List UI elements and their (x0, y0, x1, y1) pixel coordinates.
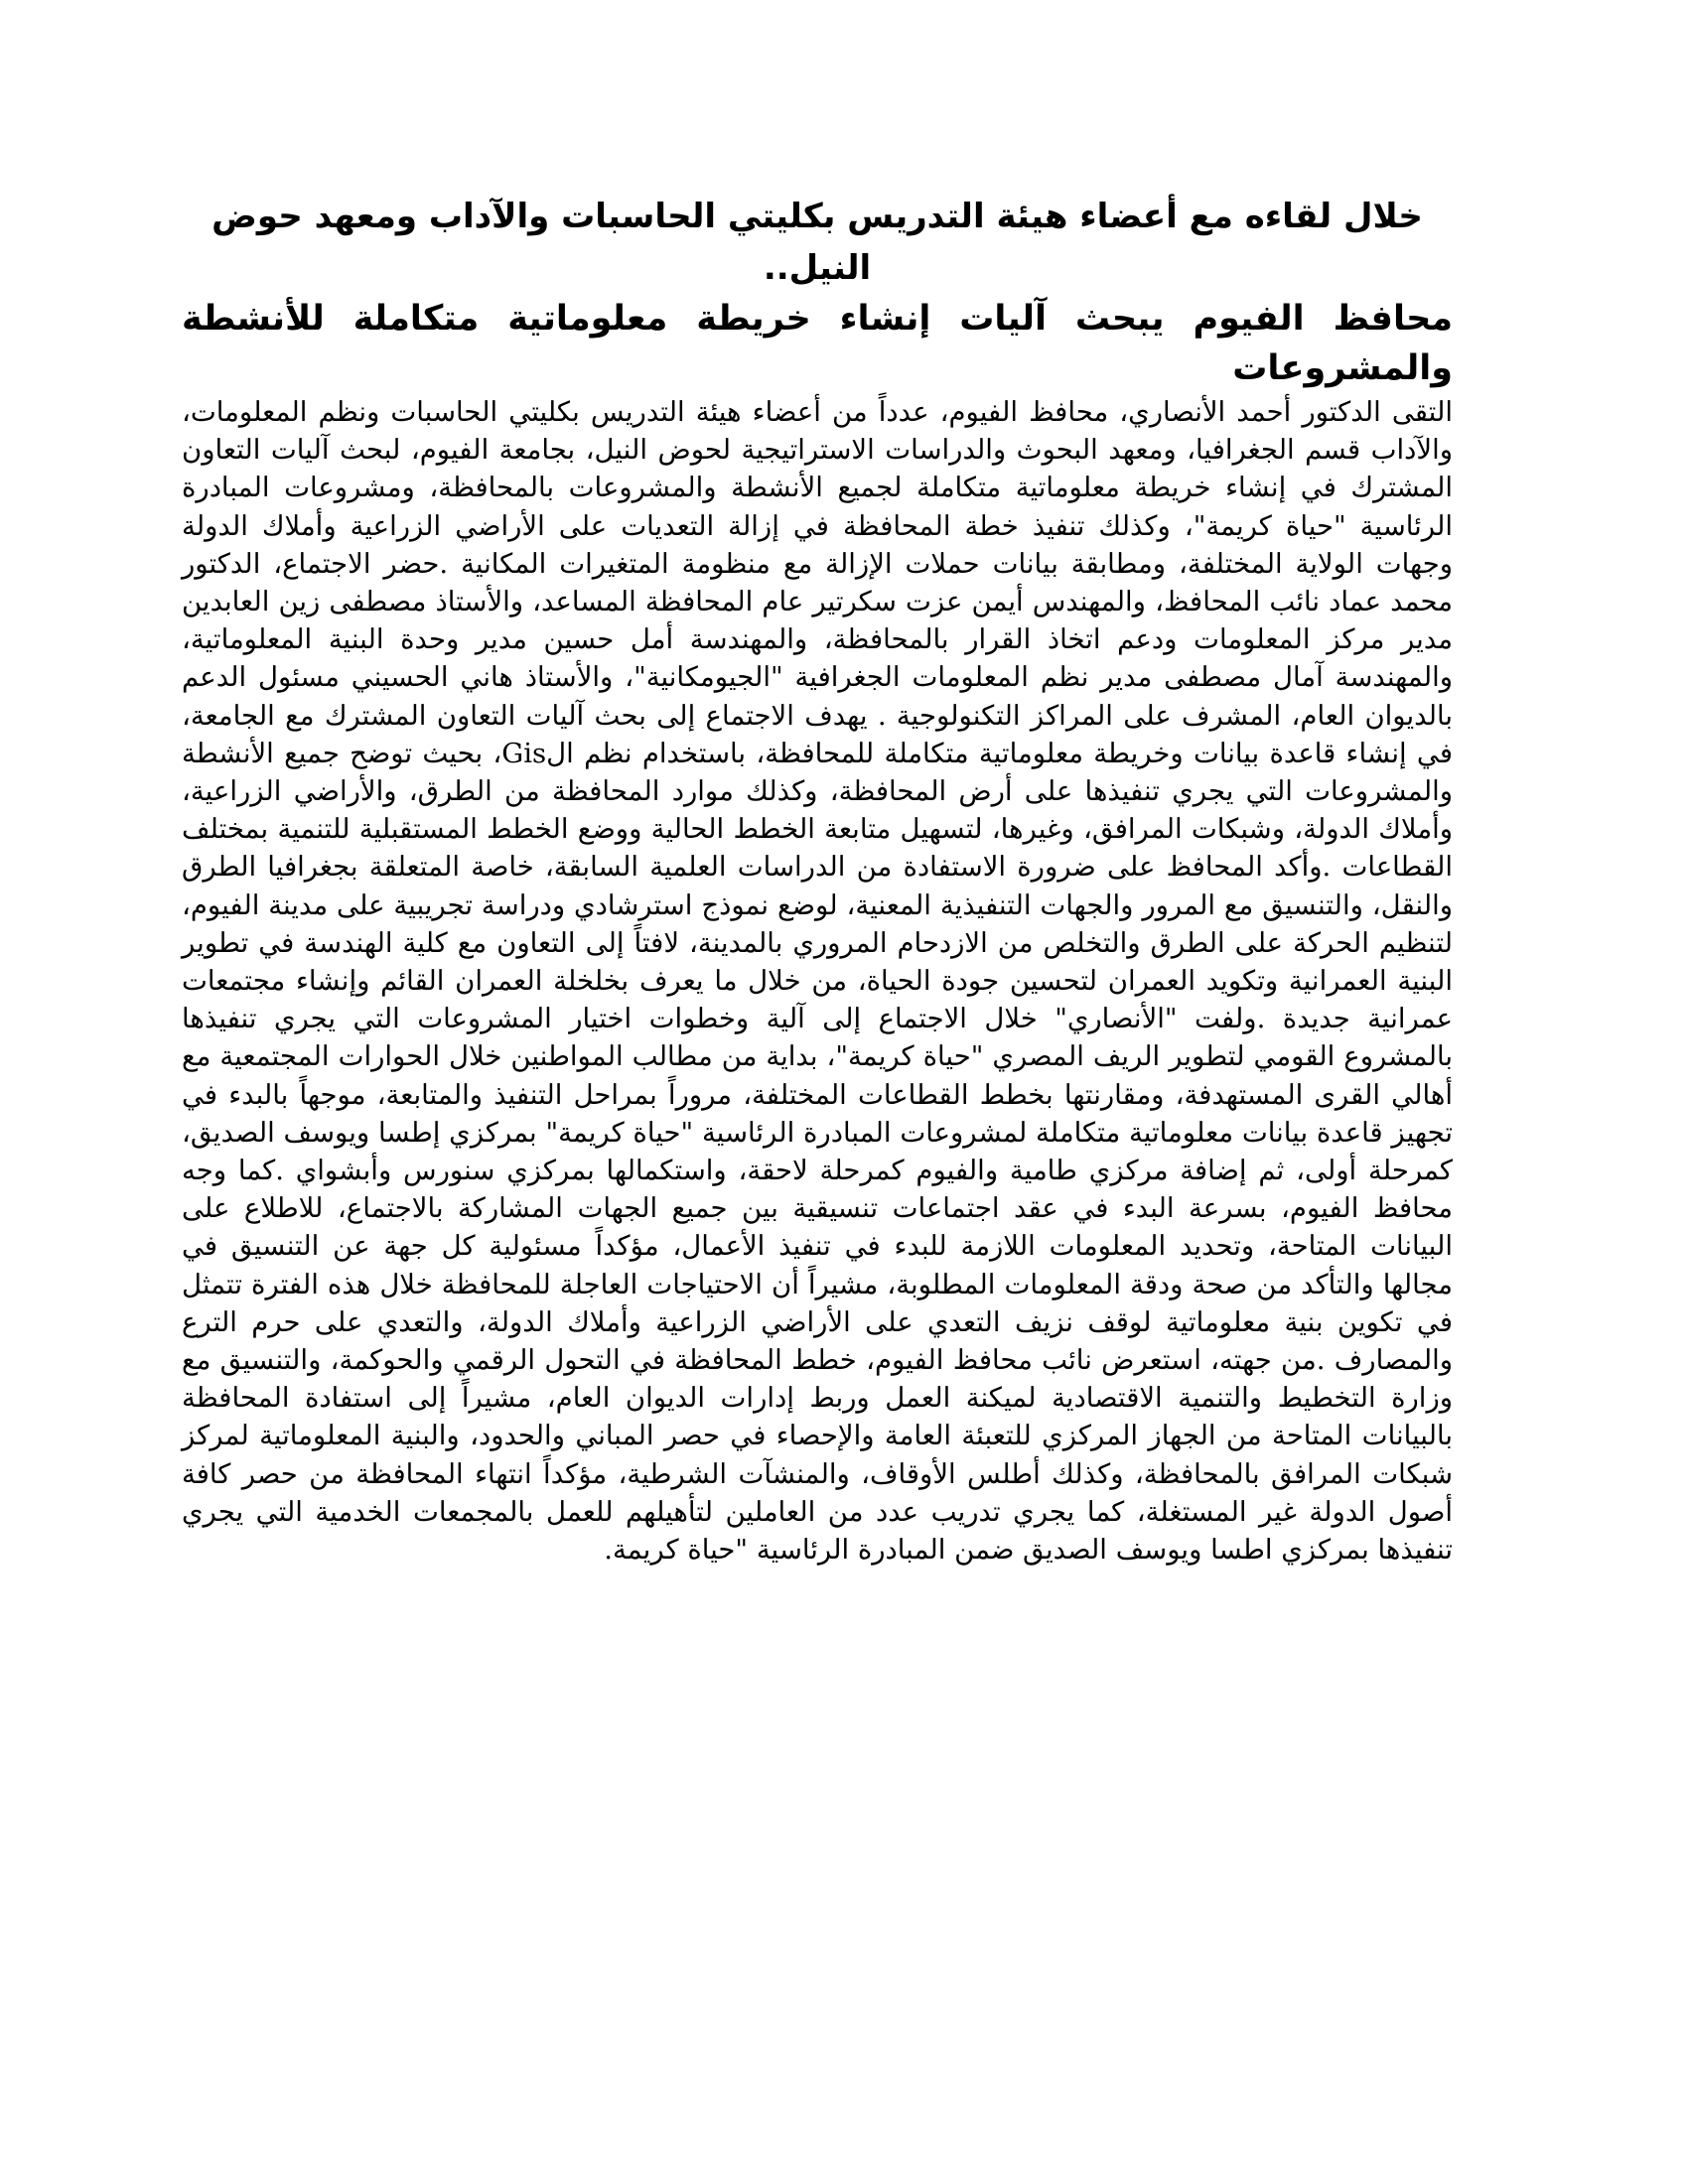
subheadline: محافظ الفيوم يبحث آليات إنشاء خريطة معلوماتية متكاملة للأنشطة والمشروعات (182, 299, 1453, 388)
document-page (182, 191, 1453, 1569)
headline: خلال لقاءه مع أعضاء هيئة التدريس بكليتي الحاسبات والآداب ومعهد حوض النيل.. (211, 197, 1423, 288)
article-body: التقى الدكتور أحمد الأنصاري، محافظ الفيوم، عدداً من أعضاء هيئة التدريس بكليتي الحاسبات ونظم المعلومات، والآداب قسم الجغرافيا، ومعهد البحوث والدراسات الاستراتيجية لحوض النيل، بجامعة الفيوم، لبحث آليات التعاون المشترك في إنشاء خريطة معلوماتية متكاملة لجميع الأنشطة والمشروعات بالمحافظة، ومشروعات المبادرة الرئاسية "حياة كريمة"، وكذلك تنفيذ خطة المحافظة في إزالة التعديات على الأراضي الزراعية وأملاك الدولة وجهات الولاية المختلفة، ومطابقة بيانات حملات الإزالة مع منظومة المتغيرات المكانية .حضر الاجتماع، الدكتور محمد عماد نائب المحافظ، والمهندس أيمن عزت سكرتير عام المحافظة المساعد، والأستاذ مصطفى زين العابدين مدير مركز المعلومات ودعم اتخاذ القرار بالمحافظة، والمهندسة أمل حسين مدير وحدة البنية المعلوماتية، والمهندسة آمال مصطفى مدير نظم المعلومات الجغرافية "الجيومكانية"، والأستاذ هاني الحسيني مسئول الدعم بالديوان العام، المشرف على المراكز التكنولوجية . يهدف الاجتماع إلى بحث آليات التعاون المشترك مع الجامعة، في إنشاء قاعدة بيانات وخريطة معلوماتية متكاملة للمحافظة، باستخدام نظم الGis، بحيث توضح جميع الأنشطة والمشروعات التي يجري تنفيذها على أرض المحافظة، وكذلك موارد المحافظة من الطرق، والأراضي الزراعية، وأملاك الدولة، وشبكات المرافق، وغيرها، لتسهيل متابعة الخطط الحالية ووضع الخطط المستقبلية للتنمية بمختلف القطاعات .وأكد المحافظ على ضرورة الاستفادة من الدراسات العلمية السابقة، خاصة المتعلقة بجغرافيا الطرق والنقل، والتنسيق مع المرور والجهات التنفيذية المعنية، لوضع نموذج استرشادي ودراسة تجريبية على مدينة الفيوم، لتنظيم الحركة على الطرق والتخلص من الازدحام المروري بالمدينة، لافتاً إلى التعاون مع كلية الهندسة في تطوير البنية العمرانية وتكويد العمران لتحسين جودة الحياة، من خلال ما يعرف بخلخلة العمران القائم وإنشاء مجتمعات عمرانية جديدة .ولفت "الأنصاري" خلال الاجتماع إلى آلية وخطوات اختيار المشروعات التي يجري تنفيذها بالمشروع القومي لتطوير الريف المصري "حياة كريمة"، بداية من مطالب المواطنين خلال الحوارات المجتمعية مع أهالي القرى المستهدفة، ومقارنتها بخطط القطاعات المختلفة، مروراً بمراحل التنفيذ والمتابعة، موجهاً بالبدء في تجهيز قاعدة بيانات معلوماتية متكاملة لمشروعات المبادرة الرئاسية "حياة كريمة" بمركزي إطسا ويوسف الصديق، كمرحلة أولى، ثم إضافة مركزي طامية والفيوم كمرحلة لاحقة، واستكمالها بمركزي سنورس وأبشواي .كما وجه محافظ الفيوم، بسرعة البدء في عقد اجتماعات تنسيقية بين جميع الجهات المشاركة بالاجتماع، للاطلاع على البيانات المتاحة، وتحديد المعلومات اللازمة للبدء في تنفيذ الأعمال، مؤكداً مسئولية كل جهة عن التنسيق في مجالها والتأكد من صحة ودقة المعلومات المطلوبة، مشيراً أن الاحتياجات العاجلة للمحافظة خلال هذه الفترة تتمثل في تكوين بنية معلوماتية لوقف نزيف التعدي على الأراضي الزراعية وأملاك الدولة، والتعدي على حرم الترع والمصارف .من جهته، استعرض نائب محافظ الفيوم، خطط المحافظة في التحول الرقمي والحوكمة، والتنسيق مع وزارة التخطيط والتنمية الاقتصادية لميكنة العمل وربط إدارات الديوان العام، مشيراً إلى استفادة المحافظة بالبيانات المتاحة من الجهاز المركزي للتعبئة العامة والإحصاء في حصر المباني والحدود، والبنية المعلوماتية لمركز شبكات المرافق بالمحافظة، وكذلك أطلس الأوقاف، والمنشآت الشرطية، مؤكداً انتهاء المحافظة من حصر كافة أصول الدولة غير المستغلة، كما يجري تدريب عدد من العاملين لتأهيلهم للعمل بالمجمعات الخدمية التي يجري تنفيذها بمركزي اطسا ويوسف الصديق ضمن المبادرة الرئاسية "حياة كريمة. (182, 396, 1453, 1567)
